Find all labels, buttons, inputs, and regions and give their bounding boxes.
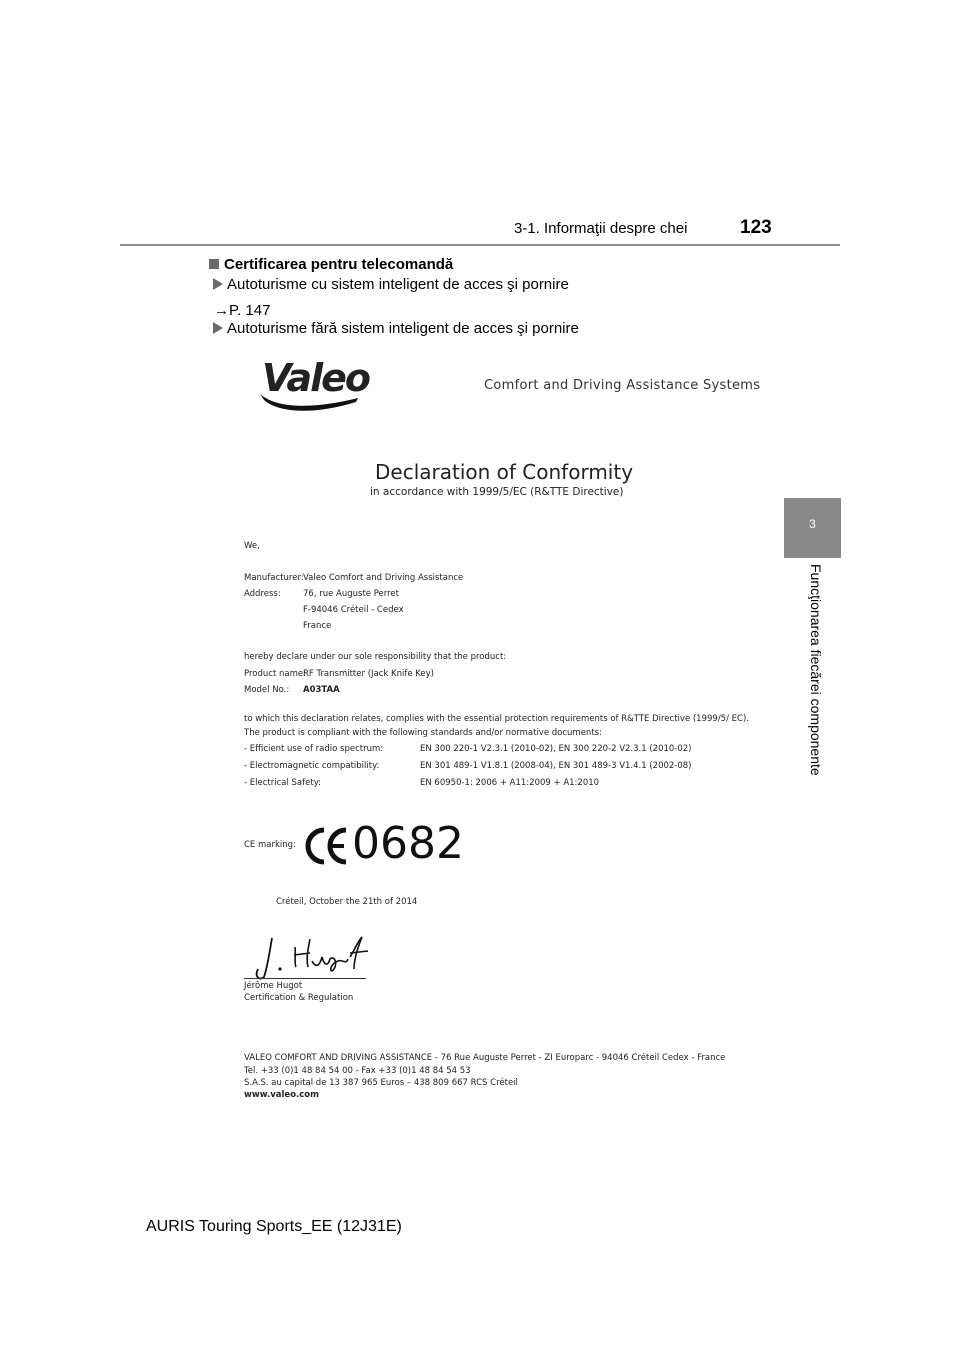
model-value: A03TAA bbox=[303, 685, 340, 695]
manufacturer-label: Manufacturer: bbox=[244, 573, 304, 583]
company-footer-line: VALEO COMFORT AND DRIVING ASSISTANCE - 76 Rue Auguste Perret - ZI Europarc - 94046 Créteil Cedex - France bbox=[244, 1053, 726, 1063]
arrow-right-icon: → bbox=[214, 302, 229, 319]
chapter-tab bbox=[784, 498, 841, 558]
hereby-text: hereby declare under our sole responsibility that the product: bbox=[244, 652, 507, 662]
address-line: 76, rue Auguste Perret bbox=[303, 589, 399, 599]
address-line: France bbox=[303, 621, 332, 631]
address-line: F-94046 Créteil - Cedex bbox=[303, 605, 404, 615]
list-item-text: Autoturisme fără sistem inteligent de acces şi pornire bbox=[227, 320, 579, 337]
product-label: Product name: bbox=[244, 669, 306, 679]
product-value: RF Transmitter (Jack Knife Key) bbox=[303, 669, 434, 679]
declaration-subtitle: in accordance with 1999/5/EC (R&TTE Directive) bbox=[370, 486, 624, 498]
page-number: 123 bbox=[740, 217, 772, 238]
ce-mark-icon bbox=[304, 826, 350, 866]
list-item-text: Autoturisme cu sistem inteligent de acces şi pornire bbox=[227, 276, 569, 293]
list-item bbox=[213, 320, 579, 337]
chapter-number: 3 bbox=[809, 517, 816, 531]
header-divider bbox=[120, 244, 840, 246]
manufacturer-value: Valeo Comfort and Driving Assistance bbox=[303, 573, 464, 583]
list-item bbox=[213, 276, 569, 293]
standard-value: EN 301 489-1 V1.8.1 (2008-04), EN 301 489-3 V1.4.1 (2002-08) bbox=[420, 761, 692, 771]
signer-role: Certification & Regulation bbox=[244, 993, 354, 1003]
standard-label: - Efficient use of radio spectrum: bbox=[244, 744, 384, 754]
triangle-bullet-icon bbox=[213, 278, 223, 290]
chapter-label-text: Funcţionarea fiecărei componente bbox=[808, 564, 824, 776]
page-reference-text[interactable]: P. 147 bbox=[229, 302, 271, 319]
place-date: Créteil, October the 21th of 2014 bbox=[276, 897, 418, 907]
section-heading bbox=[209, 256, 453, 273]
valeo-swoosh-icon bbox=[258, 358, 364, 414]
manual-footer: AURIS Touring Sports_EE (12J31E) bbox=[146, 1218, 402, 1235]
standard-label: - Electrical Safety: bbox=[244, 778, 321, 788]
company-footer-line: S.A.S. au capital de 13 387 965 Euros – 438 809 667 RCS Créteil bbox=[244, 1078, 518, 1088]
company-tagline: Comfort and Driving Assistance Systems bbox=[484, 378, 761, 393]
valeo-logo: Valeo bbox=[262, 356, 370, 400]
standard-value: EN 300 220-1 V2.3.1 (2010-02), EN 300 220-2 V2.3.1 (2010-02) bbox=[420, 744, 692, 754]
company-footer-line: Tel. +33 (0)1 48 84 54 00 - Fax +33 (0)1 48 84 54 53 bbox=[244, 1066, 471, 1076]
relates-text: to which this declaration relates, complies with the essential protection requirements of R&TTE Directive (1999/5/ EC). bbox=[244, 714, 749, 724]
ce-label: CE marking: bbox=[244, 840, 296, 850]
signature-line bbox=[244, 978, 366, 979]
page-reference[interactable] bbox=[214, 302, 270, 319]
relates-text: The product is compliant with the following standards and/or normative documents: bbox=[244, 728, 602, 738]
signer-name: Jérôme Hugot bbox=[244, 981, 303, 991]
square-bullet-icon bbox=[209, 259, 219, 269]
signature-image bbox=[250, 935, 375, 980]
model-label: Model No.: bbox=[244, 685, 290, 695]
section-title: 3-1. Informaţii despre chei bbox=[514, 220, 688, 237]
declaration-title: Declaration of Conformity bbox=[375, 460, 634, 484]
we-text: We, bbox=[244, 541, 260, 551]
address-label: Address: bbox=[244, 589, 281, 599]
ce-number: 0682 bbox=[352, 818, 464, 869]
company-website[interactable]: www.valeo.com bbox=[244, 1090, 320, 1100]
standard-value: EN 60950-1: 2006 + A11:2009 + A1:2010 bbox=[420, 778, 600, 788]
chapter-label bbox=[808, 564, 826, 794]
section-heading-text: Certificarea pentru telecomandă bbox=[224, 256, 454, 273]
standard-label: - Electromagnetic compatibility: bbox=[244, 761, 380, 771]
triangle-bullet-icon bbox=[213, 322, 223, 334]
